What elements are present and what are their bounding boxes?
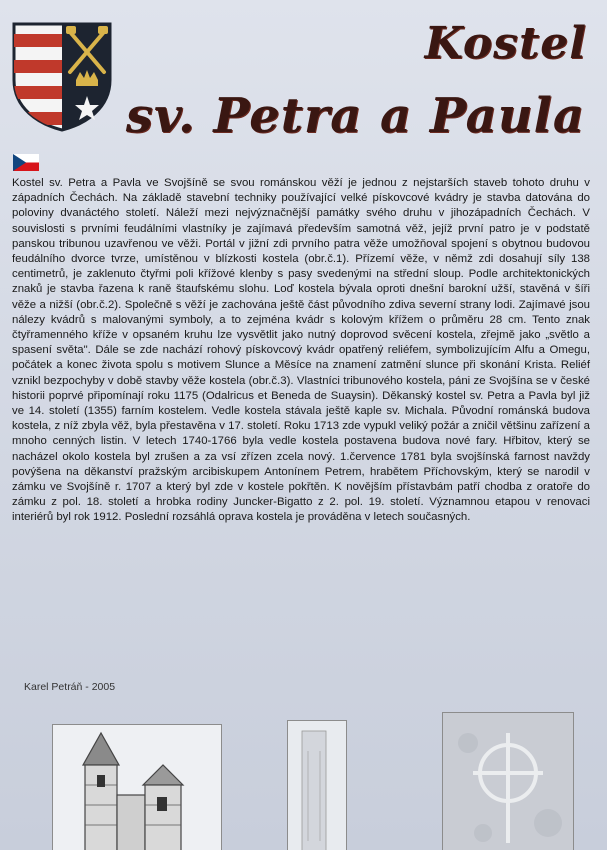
stone-relief-image [442, 712, 574, 850]
author-signature: Karel Petráň - 2005 [24, 681, 116, 693]
church-drawing-image [52, 724, 222, 850]
stone-pillar-image [287, 720, 347, 850]
body-text: Kostel sv. Petra a Pavla ve Svojšíně se svou románskou věží je jednou z nejstarších staveb tohoto druhu v západních Čechách. Na základě stavební techniky používající velké pískovcové kvádry je stavba datována do poloviny dvanáctého století. Náleží mezi nejvýznačnější památky svého druhu v jihozápadních Čechách. V souvislosti s prvními feudálními vlastníky je zajímavá především samotná věž, jejíž první patro je v podstatě panskou tribunou uzavřenou ve věži. Portál v jižní zdi prvního patra věže umožňoval spojení s obytnou budovou feudálního dvorce tvrze, umístěnou v blízkosti kostela (obr.č.1). Přízemí věže, v němž zdi dosahují síly 138 centimetrů, je zaklenuto čtyřmi poli křížové klenby s pasy svedenými na střední sloup. Podle architektonických znaků je stavba řazena k raně štaufskému slohu. Loď kostela bývala oproti dnešní barokní užší, stavěná v šíři věže a nižší (obr.č.2). Společně s věží je zachována ještě část původního zdiva severní strany lodi. Zajímavé jsou nálezy kvádrů s malovanými symboly, a to zejména kvádr s kolovým křížem o průměru 28 cm. Tento znak čtyřramenného kříže v opsaném kruhu lze vysvětlit jako nutný doprovod svěcení kostela, zřejmě jako „světlo a spasení světa". Dále se zde nachází rohový pískovcový kvádr opatřený reliéfem, symbolizujícím Alfu a Omegu, počátek a konec života spolu s motivem Slunce a Měsíce na znamení zatmění slunce při skonání Krista. Reliéf vznikl bezpochyby v době stavby věže kostela (obr.č.3). Vlastníci tribunového kostela, páni ze Svojšína se v české historii poprvé připomínají roku 1175 (Odalricus et Beneda de Suaysin). Děkanský kostel sv. Petra a Pavla byl již ve 14. století (1355) farním kostelem. Vedle kostela stávala ještě kaple sv. Michala. Původní románská budova kostela, z níž zbyla věž, byla přestavěna v 17. století. Roku 1713 zde vypukl veliký požár a zničil většinu zařízení a mnoho cenných listin. V letech 1740-1766 byla vedle kostela postavena budova nové fary. Hřbitov, který se nacházel okolo kostela byl zrušen a za vsí zřízen zcela nový. 1.července 1781 byla svojšínská farnost navždy povýšena na děkanství pražským arcibiskupem Antonínem Petrem, hrabětem Příchovským, který se narodil v zámku ve Svojšíně r. 1707 a který byl zde v kostele pokřtěn. K novějším přístavbám patří chodba z oratoře do zámku z pol. 18. století a hrobka rodiny Juncker-Bigatto z 2. pol. 19. století. Významnou etapou v renovaci interiérů byl rok 1912. Poslední rozsáhlá oprava kostela je prováděna v letech současných. [12, 177, 590, 524]
title-line-2: sv. Petra a Paula [125, 88, 585, 144]
title-line-1: Kostel [424, 18, 587, 69]
czech-flag-icon [13, 154, 39, 171]
coat-of-arms-icon [10, 20, 114, 132]
